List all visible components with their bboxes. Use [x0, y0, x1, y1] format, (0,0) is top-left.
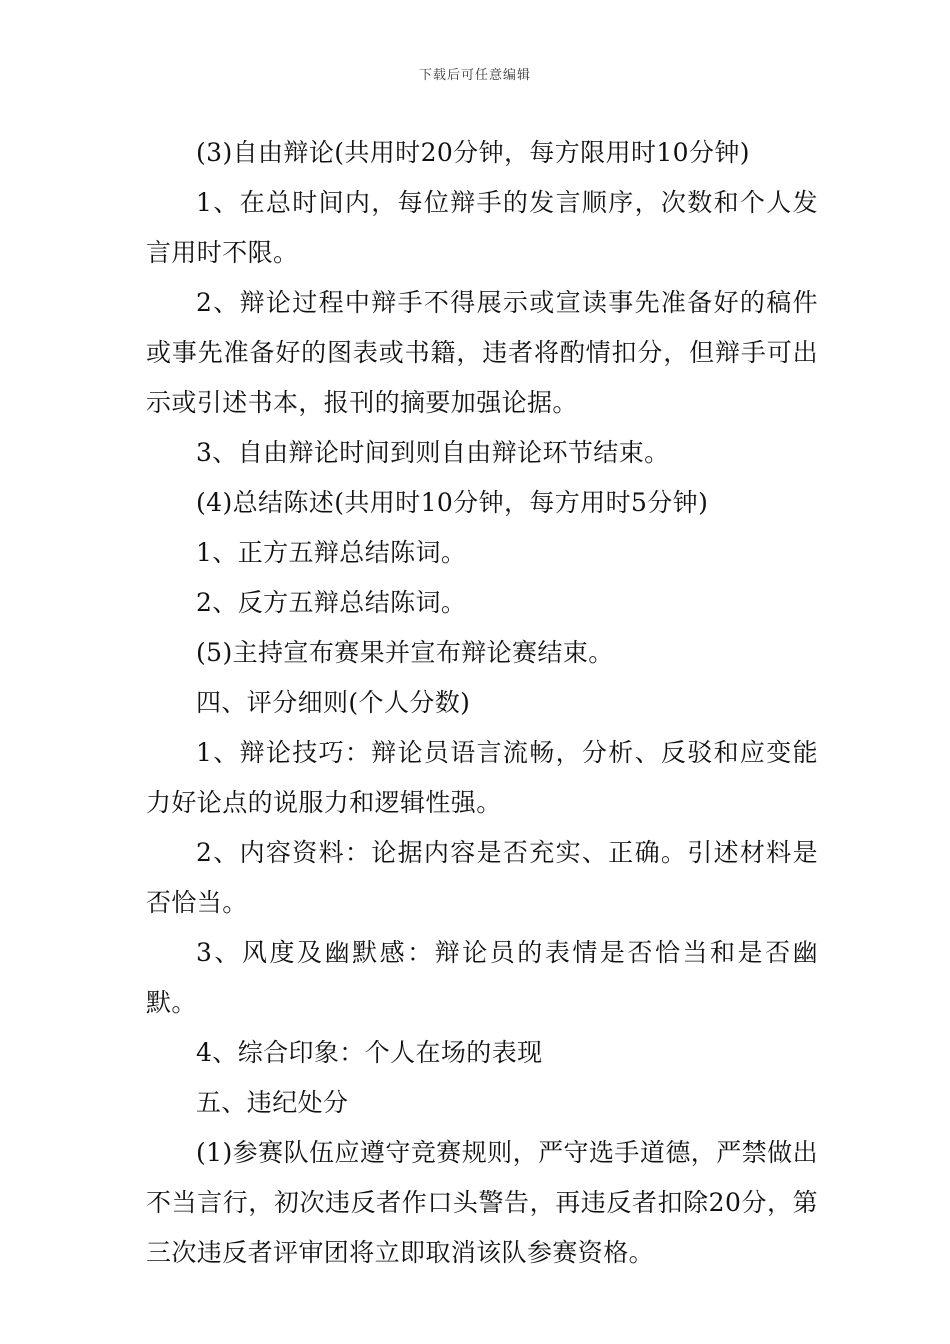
- paragraph-summary-affirmative: 1、正方五辩总结陈词。: [196, 538, 467, 567]
- document-body: [146, 128, 818, 1278]
- paragraph-scoring-impression: 4、综合印象：个人在场的表现: [196, 1038, 543, 1067]
- paragraph-penalty-rule-1: (1)参赛队伍应遵守竞赛规则，严守选手道德，严禁做出不当言行，初次违反者作口头警告，再违反者扣除20分，第三次违反者评审团将立即取消该队参赛资格。: [146, 1138, 818, 1267]
- paragraph-summary-title: (4)总结陈述(共用时10分钟，每方用时5分钟): [196, 488, 709, 517]
- paragraph-scoring-demeanor: 3、风度及幽默感：辩论员的表情是否恰当和是否幽默。: [146, 938, 818, 1017]
- paragraph-scoring-skill: 1、辩论技巧：辩论员语言流畅，分析、反驳和应变能力好论点的说服力和逻辑性强。: [146, 738, 818, 817]
- paragraph-free-debate-rule-3: 3、自由辩论时间到则自由辩论环节结束。: [196, 438, 670, 467]
- section-heading-penalties: 五、违纪处分: [196, 1088, 349, 1117]
- paragraph-summary-negative: 2、反方五辩总结陈词。: [196, 588, 467, 617]
- paragraph-free-debate-title: (3)自由辩论(共用时20分钟，每方限用时10分钟): [196, 138, 750, 167]
- paragraph-scoring-content: 2、内容资料：论据内容是否充实、正确。引述材料是否恰当。: [146, 838, 818, 917]
- paragraph-free-debate-rule-2: 2、辩论过程中辩手不得展示或宣读事先准备好的稿件或事先准备好的图表或书籍，违者将酌情扣分，但辩手可出示或引述书本，报刊的摘要加强论据。: [146, 288, 818, 417]
- section-heading-scoring: 四、评分细则(个人分数): [196, 688, 471, 717]
- page-header: 下载后可任意编辑: [418, 68, 531, 83]
- paragraph-announce-result: (5)主持宣布赛果并宣布辩论赛结束。: [196, 638, 614, 667]
- paragraph-free-debate-rule-1: 1、在总时间内，每位辩手的发言顺序，次数和个人发言用时不限。: [146, 188, 818, 267]
